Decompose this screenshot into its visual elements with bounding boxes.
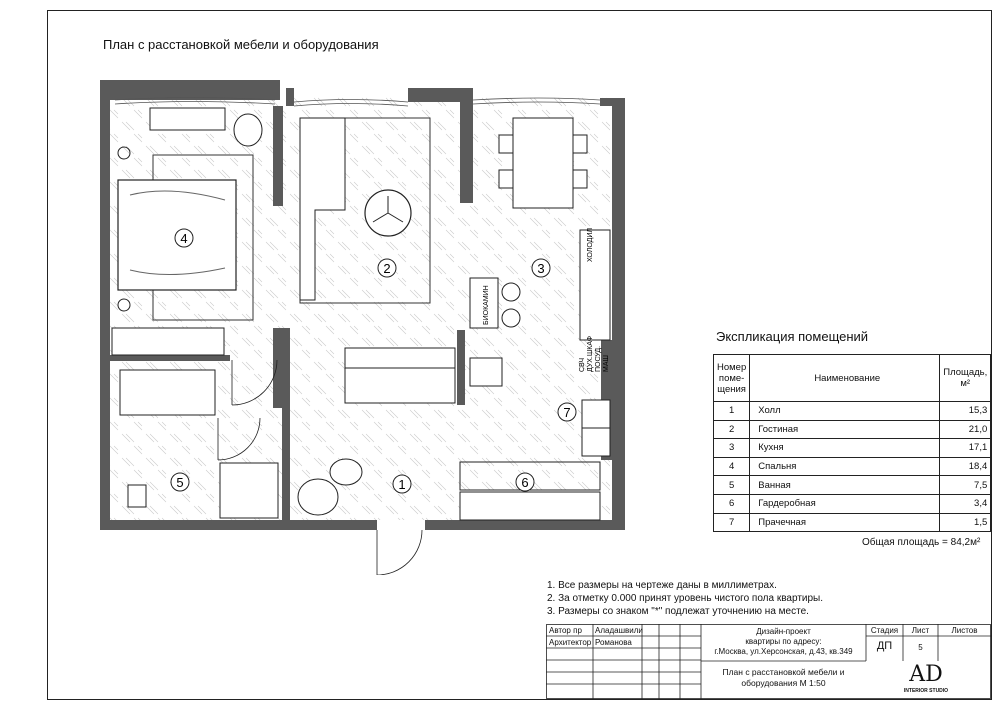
kitchen-counter — [580, 227, 610, 340]
note: 2. За отметку 0.000 принят уровень чистого пола квартиры. — [547, 593, 824, 604]
dining-table — [513, 118, 573, 208]
explication-table — [713, 354, 991, 532]
cooktop — [470, 358, 502, 386]
pouf — [330, 459, 362, 485]
fridge-label: ХОЛОДИЛ — [587, 227, 594, 262]
address-line: г.Москва, ул.Херсонская, д.43, кв.349 — [714, 647, 853, 656]
sheet-value: 5 — [918, 643, 923, 652]
room-name: Прачечная — [750, 513, 940, 532]
header-area: Площадь, м² — [940, 355, 991, 402]
room-number: 7 — [563, 405, 571, 420]
room-name: Спальня — [750, 457, 940, 476]
room-num: 4 — [714, 457, 750, 476]
bedroom-wardrobe — [112, 328, 224, 355]
notes — [547, 579, 823, 618]
appliance-label: МАШ — [603, 355, 610, 372]
architect-name: Романова — [595, 638, 632, 647]
table-row — [714, 420, 991, 439]
table-row — [714, 439, 991, 458]
armchair — [234, 114, 262, 146]
room-name: Гардеробная — [750, 494, 940, 513]
table-row — [714, 513, 991, 532]
note: 1. Все размеры на чертеже даны в миллиметрах. — [547, 580, 777, 591]
sheet-title: План с расстановкой мебели и — [722, 667, 845, 677]
shower — [220, 463, 278, 518]
stage-label: Стадия — [870, 626, 899, 635]
room-name: Холл — [750, 402, 940, 421]
room-area: 21,0 — [940, 420, 991, 439]
bar-stool — [502, 283, 520, 301]
appliance-label: ПОСУД. — [595, 345, 602, 372]
living-storage — [345, 368, 455, 403]
room-num: 1 — [714, 402, 750, 421]
room-num: 5 — [714, 476, 750, 495]
room-number: 6 — [521, 475, 529, 490]
room-num: 3 — [714, 439, 750, 458]
room-number: 5 — [176, 475, 184, 490]
author-role: Автор пр — [549, 626, 582, 635]
toilet — [128, 485, 146, 507]
sheet-title: оборудования М 1:50 — [741, 678, 826, 688]
biofireplace-label: БИОКАМИН — [483, 285, 490, 325]
room-num: 7 — [714, 513, 750, 532]
room-number: 1 — [398, 477, 406, 492]
studio-name: INTERIOR STUDIO — [903, 688, 949, 694]
room-name: Кухня — [750, 439, 940, 458]
hall-armchair — [298, 479, 338, 515]
room-num: 6 — [714, 494, 750, 513]
table-row — [714, 476, 991, 495]
table-row — [714, 457, 991, 476]
author-name: Аладашвили — [595, 626, 643, 635]
total-area: Общая площадь = 84,2м² — [862, 537, 981, 548]
dryer — [582, 428, 610, 456]
note: 3. Размеры со знаком "*" подлежат уточнению на месте. — [547, 606, 809, 617]
sheet-label: Лист — [911, 626, 930, 635]
table-row — [714, 494, 991, 513]
room-number: 3 — [537, 261, 545, 276]
room-name: Ванная — [750, 476, 940, 495]
project-title: Дизайн-проект — [756, 627, 811, 636]
room-area: 1,5 — [940, 513, 991, 532]
walk-in-wardrobe-rail — [460, 492, 600, 520]
bedroom-cabinet — [150, 108, 225, 130]
stage-value: ДП — [876, 640, 893, 652]
explication-title: Экспликация помещений — [716, 329, 869, 344]
room-area: 18,4 — [940, 457, 991, 476]
room-number: 2 — [383, 261, 391, 276]
table-row — [714, 402, 991, 421]
studio-logo: AD — [909, 662, 943, 687]
room-area: 7,5 — [940, 476, 991, 495]
bar-stool — [502, 309, 520, 327]
room-number: 4 — [180, 231, 188, 246]
bathtub — [120, 370, 215, 415]
title-block — [546, 624, 991, 699]
room-area: 17,1 — [940, 439, 991, 458]
room-area: 15,3 — [940, 402, 991, 421]
header-name: Наименование — [750, 355, 940, 402]
header-num: Номер поме- щения — [714, 355, 750, 402]
floor-plan — [95, 75, 635, 575]
tv-console — [345, 348, 455, 368]
address-line: квартиры по адресу: — [745, 637, 822, 646]
room-area: 3,4 — [940, 494, 991, 513]
appliance-label: ДУХ.ШКАФ — [587, 335, 594, 372]
sheets-label: Листов — [951, 626, 978, 635]
room-name: Гостиная — [750, 420, 940, 439]
washing-machine — [582, 400, 610, 428]
appliance-label: СВЧ — [579, 357, 586, 372]
room-num: 2 — [714, 420, 750, 439]
architect-role: Архитектор — [549, 638, 592, 647]
page-title: План с расстановкой мебели и оборудования — [103, 37, 379, 52]
